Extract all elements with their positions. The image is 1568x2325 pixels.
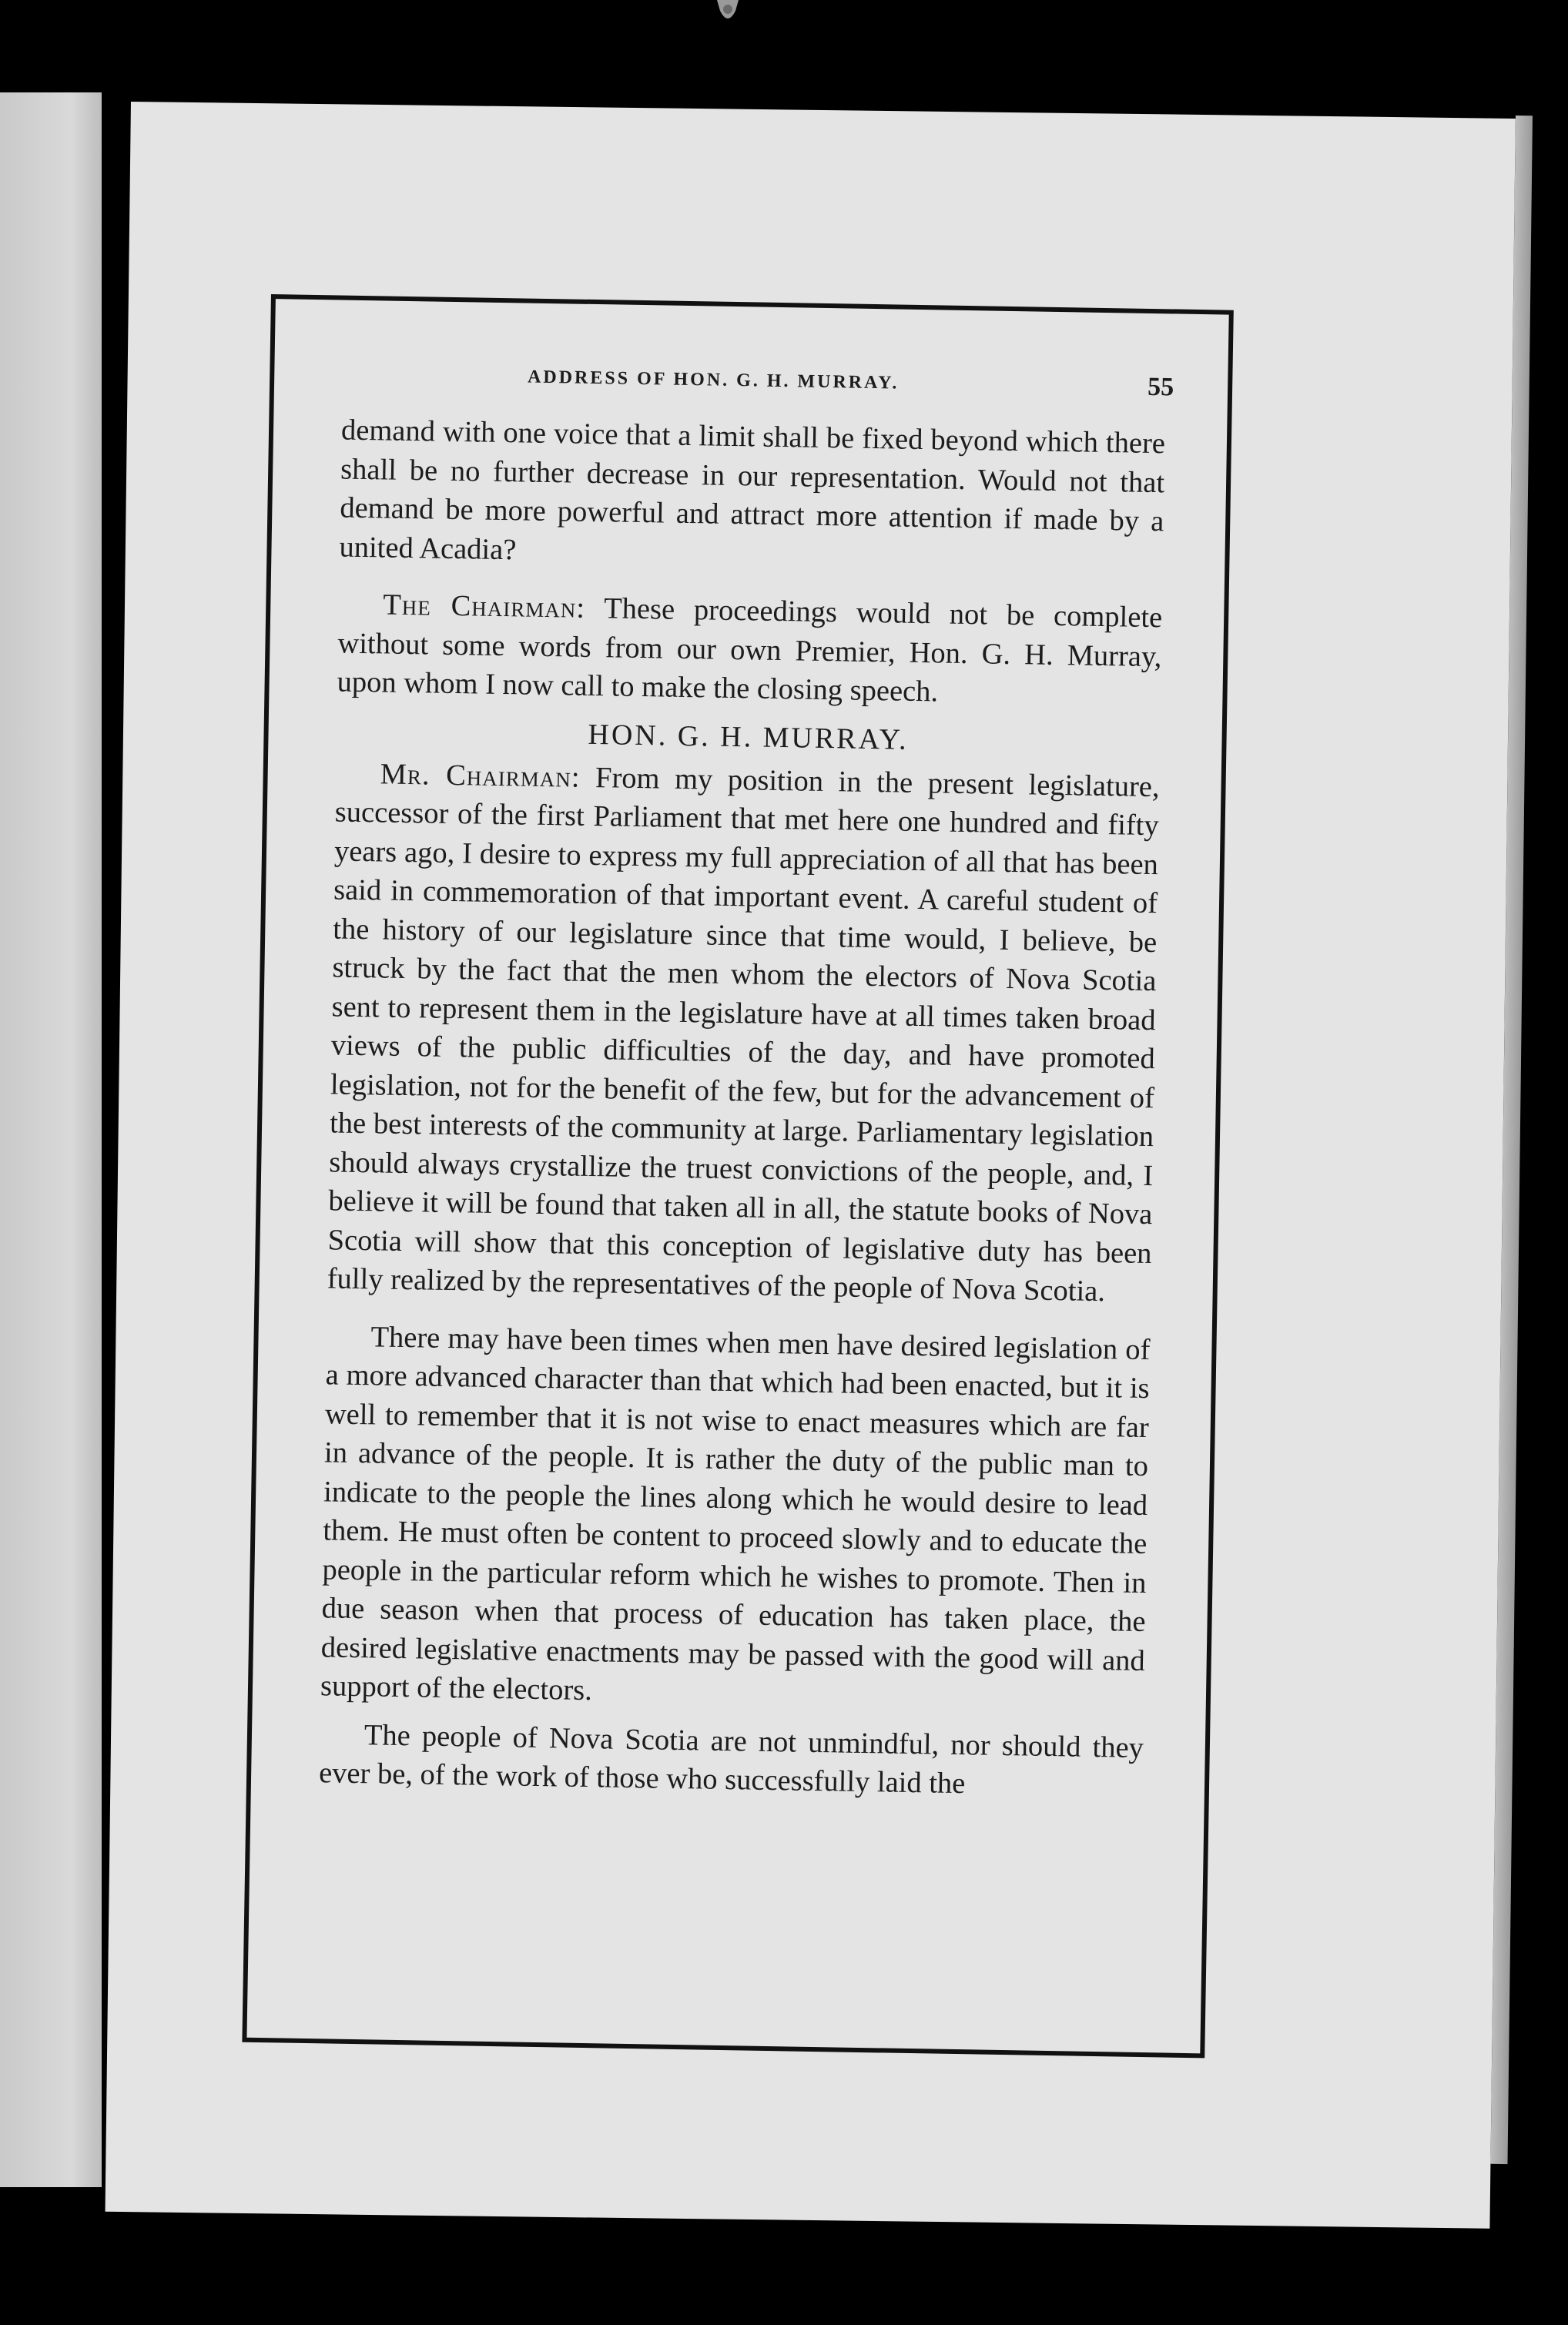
chairman-remarks: These proceedings would not be complete without some words from our own Premier, Hon. G. H. Murray, upon whom I now call to make the closing speech. [337,592,1163,709]
murray-paragraph-2: There may have been times when men have desired legislation of a more advanced character than that which had been enacted, but it is well to remember that it is not wise to enact measures which are far in advance of the people. It is rather the duty of the public man to indicate to the people the lines along which he would desire to lead them. He must often be content to proceed slowly and to educate the people in the particular reform which he wishes to promote. Then in due season when that process of education has taken place, the desired legislative enactments may be passed with the good will and support of the electors. [320,1320,1151,1707]
speaker-label-mr-chairman: Mr. Chairman: [380,757,581,794]
paragraph-continued: demand with one voice that a limit shall be fixed beyond which there shall be no further decrease in our representation. Would not that demand be more powerful and attract more attention if made by a united Acadia? [339,414,1166,566]
chairman-paragraph [337,585,1162,715]
running-title: ADDRESS OF HON. G. H. MURRAY. [527,367,900,394]
section-heading: HON. G. H. MURRAY. [588,718,909,756]
murray-paragraph-3: The people of Nova Scotia are not unmindful, nor should they ever be, of the work of those who successfully laid the [318,1718,1144,1801]
text-frame [242,294,1233,2058]
body-text [319,411,1166,1807]
murray-remarks-1: From my position in the present legislature, successor of the first Parliament that met here one hundred and fifty years ago, I desire to express my full appreciation of all that has been said in commemoration of that important event. A careful student of the history of our legislature since that time would, I believe, be struck by the fact that the men whom the electors of Nova Scotia sent to represent them in the legislature have at all times taken broad views of the public difficulties of the day, and have promoted legislation, not for the benefit of the few, but for the advancement of the best interests of the community at large. Parliamentary legislation should always crystallize the truest convictions of the people, and, I believe it will be found that taken all in all, the statute books of Nova Scotia will show that this conception of legislative duty has been fully realized by the representatives of the people of Nova Scotia. [327,761,1160,1308]
murray-paragraph-1 [327,754,1160,1312]
speaker-label-chairman: The Chairman: [382,588,586,625]
page-number: 55 [1147,372,1174,402]
facing-page-edge [0,92,102,2187]
binding-ornament-icon [712,0,743,26]
